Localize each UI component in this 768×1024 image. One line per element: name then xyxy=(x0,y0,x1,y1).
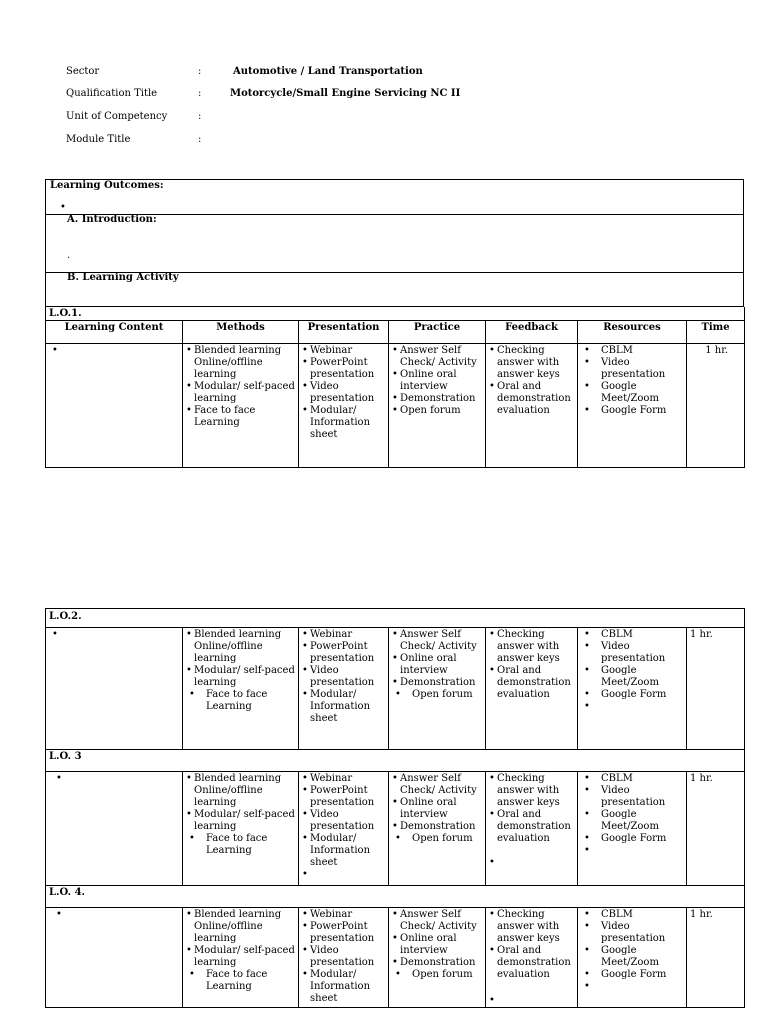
table-row xyxy=(46,908,745,1008)
sector-colon: : xyxy=(198,66,202,77)
list-item: • CBLM xyxy=(581,909,684,921)
learning-outcomes-bullet: • xyxy=(60,202,66,213)
sector-label: Sector xyxy=(66,66,100,77)
list-item: • Checking answer with answer keys xyxy=(489,773,575,809)
list-item: • Webinar xyxy=(302,629,386,641)
time-cell: 1 hr. xyxy=(687,344,745,468)
col-feedback: Feedback xyxy=(486,321,578,344)
list-item: • Checking answer with answer keys xyxy=(489,345,575,381)
module-label: Module Title xyxy=(66,134,131,145)
col-learning-content: Learning Content xyxy=(46,321,183,344)
list-item: • Google Meet/Zoom xyxy=(581,381,684,405)
list-item: • PowerPoint presentation xyxy=(302,921,386,945)
practice-cell xyxy=(389,908,486,1008)
lo1-table xyxy=(45,307,745,468)
list-item: • Video presentation xyxy=(581,357,684,381)
content-bullet: • xyxy=(52,345,58,356)
learning-content-cell xyxy=(46,628,183,750)
list-item: • Modular/ Information sheet xyxy=(302,689,386,725)
list-item: • Google Form xyxy=(581,689,684,701)
list-item: • Google Form xyxy=(581,405,684,417)
time-cell: 1 hr. xyxy=(687,628,745,750)
list-item: • Demonstration xyxy=(392,821,483,833)
content-bullet: • xyxy=(56,909,62,920)
table-row xyxy=(46,628,745,750)
qualification-value: Motorcycle/Small Engine Servicing NC II xyxy=(230,88,461,99)
list-item: • Modular/ Information sheet xyxy=(302,833,386,869)
presentation-cell xyxy=(299,772,389,886)
methods-cell xyxy=(183,628,299,750)
feedback-cell xyxy=(486,344,578,468)
unit-label: Unit of Competency xyxy=(66,111,168,122)
list-item: • CBLM xyxy=(581,773,684,785)
list-item: • Video presentation xyxy=(581,641,684,665)
list-item: • Open forum xyxy=(392,969,483,981)
feedback-cell xyxy=(486,772,578,886)
qualification-colon: : xyxy=(198,88,202,99)
list-item: • Answer Self Check/ Activity xyxy=(392,629,483,653)
list-item: • Online oral interview xyxy=(392,369,483,393)
list-item: • Demonstration xyxy=(392,957,483,969)
list-item: • PowerPoint presentation xyxy=(302,357,386,381)
list-item: • Video presentation xyxy=(302,381,386,405)
methods-cell xyxy=(183,908,299,1008)
col-practice: Practice xyxy=(389,321,486,344)
list-item: • PowerPoint presentation xyxy=(302,785,386,809)
lo4-label: L.O. 4. xyxy=(46,886,745,908)
unit-colon: : xyxy=(198,111,202,122)
time-cell: 1 hr. xyxy=(687,908,745,1008)
practice-cell xyxy=(389,772,486,886)
learning-activity-label: B. Learning Activity xyxy=(67,272,179,283)
col-presentation: Presentation xyxy=(299,321,389,344)
list-item: • PowerPoint presentation xyxy=(302,641,386,665)
list-item: • Modular/ self-paced learning xyxy=(186,945,296,969)
learning-content-cell xyxy=(46,908,183,1008)
list-item: • CBLM xyxy=(581,629,684,641)
list-item: • Google Meet/Zoom xyxy=(581,665,684,689)
list-item: • Online oral interview xyxy=(392,933,483,957)
list-item: • Checking answer with answer keys xyxy=(489,909,575,945)
list-item: • Modular/ Information sheet xyxy=(302,405,386,441)
resources-cell xyxy=(578,344,687,468)
outline-box xyxy=(45,179,744,307)
list-item: • Modular/ self-paced learning xyxy=(186,665,296,689)
list-item: • Blended learning Online/offline learning xyxy=(186,773,296,809)
list-item: • Face to face Learning xyxy=(186,833,296,857)
feedback-cell xyxy=(486,908,578,1008)
resources-cell xyxy=(578,908,687,1008)
list-item: • Modular/ Information sheet xyxy=(302,969,386,1005)
list-item: • Video presentation xyxy=(581,921,684,945)
list-item: • Answer Self Check/ Activity xyxy=(392,773,483,797)
lo2-4-table xyxy=(45,608,745,1008)
list-item: • Answer Self Check/ Activity xyxy=(392,345,483,369)
practice-cell xyxy=(389,628,486,750)
list-item: • Blended learning Online/offline learning xyxy=(186,909,296,945)
list-item: • Webinar xyxy=(302,345,386,357)
learning-content-cell xyxy=(46,344,183,468)
content-bullet: • xyxy=(56,773,62,784)
list-item: • Demonstration xyxy=(392,677,483,689)
list-item: • Face to face Learning xyxy=(186,405,296,429)
list-item: • Open forum xyxy=(392,833,483,845)
list-item: • Webinar xyxy=(302,909,386,921)
list-item: • Video presentation xyxy=(302,665,386,689)
qualification-label: Qualification Title xyxy=(66,88,158,99)
methods-cell xyxy=(183,344,299,468)
table-row xyxy=(46,344,745,468)
list-item: • Open forum xyxy=(392,405,483,417)
introduction-text: . xyxy=(67,250,71,261)
list-item: • Oral and demonstration evaluation xyxy=(489,945,575,981)
list-item: • Video presentation xyxy=(302,809,386,833)
practice-cell xyxy=(389,344,486,468)
lo1-label: L.O.1. xyxy=(46,307,745,321)
presentation-cell xyxy=(299,628,389,750)
introduction-label: A. Introduction: xyxy=(67,214,157,225)
list-item: • Open forum xyxy=(392,689,483,701)
resources-cell xyxy=(578,772,687,886)
list-item: • Video presentation xyxy=(581,785,684,809)
list-item: • Google Form xyxy=(581,969,684,981)
lo2-label: L.O.2. xyxy=(46,609,745,628)
lo3-label: L.O. 3 xyxy=(46,750,745,772)
list-item: • Online oral interview xyxy=(392,797,483,821)
list-item: • Demonstration xyxy=(392,393,483,405)
time-cell: 1 hr. xyxy=(687,772,745,886)
list-item: • Oral and demonstration evaluation xyxy=(489,665,575,701)
module-colon: : xyxy=(198,134,202,145)
learning-content-cell xyxy=(46,772,183,886)
list-item: • CBLM xyxy=(581,345,684,357)
list-item: • Video presentation xyxy=(302,945,386,969)
list-item: • Online oral interview xyxy=(392,653,483,677)
methods-cell xyxy=(183,772,299,886)
presentation-cell xyxy=(299,344,389,468)
list-item: • Answer Self Check/ Activity xyxy=(392,909,483,933)
list-item: • Google Meet/Zoom xyxy=(581,945,684,969)
feedback-cell xyxy=(486,628,578,750)
list-item: • Blended learning Online/offline learning xyxy=(186,629,296,665)
table-row xyxy=(46,772,745,886)
sector-value: Automotive / Land Transportation xyxy=(233,66,423,77)
content-bullet: • xyxy=(52,629,58,640)
learning-outcomes-label: Learning Outcomes: xyxy=(50,180,164,191)
list-item: • Oral and demonstration evaluation xyxy=(489,381,575,417)
list-item: • Face to face Learning xyxy=(186,969,296,993)
presentation-cell xyxy=(299,908,389,1008)
resources-cell xyxy=(578,628,687,750)
col-resources: Resources xyxy=(578,321,687,344)
list-item: • Google Form xyxy=(581,833,684,845)
list-item: • Checking answer with answer keys xyxy=(489,629,575,665)
list-item: • Modular/ self-paced learning xyxy=(186,381,296,405)
col-time: Time xyxy=(687,321,745,344)
col-methods: Methods xyxy=(183,321,299,344)
list-item: • Blended learning Online/offline learning xyxy=(186,345,296,381)
list-item: • Webinar xyxy=(302,773,386,785)
list-item: • Face to face Learning xyxy=(186,689,296,713)
list-item: • Oral and demonstration evaluation xyxy=(489,809,575,845)
list-item: • Modular/ self-paced learning xyxy=(186,809,296,833)
list-item: • Google Meet/Zoom xyxy=(581,809,684,833)
